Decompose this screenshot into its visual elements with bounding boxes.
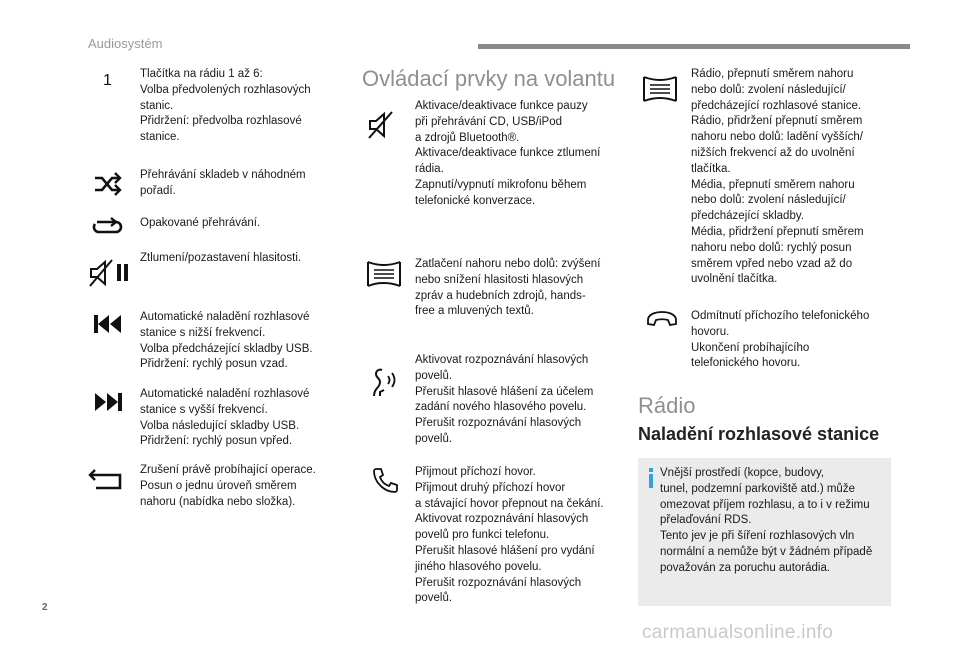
phone-answer-text: Přijmout příchozí hovor. Přijmout druhý příchozí hovor a stávající hovor přepnout na čekání. Aktivovat rozpoznávání hlasových povelů pro funkci telefonu. Přerušit hlasové hlášení pro vydání jiného hlasového povelu. Přerušit rozpoznávání hlasových povelů.	[415, 466, 604, 605]
back-text: Zrušení právě probíhající operace. Posun o jednu úroveň směrem nahoru (nabídka nebo složka).	[140, 464, 316, 508]
back-icon	[88, 469, 124, 491]
info-box	[638, 458, 891, 606]
mute-pause-text: Ztlumení/pozastavení hlasitosti.	[140, 252, 302, 264]
radio-title: Rádio	[638, 393, 696, 418]
mute-pause-icon	[88, 258, 132, 288]
selection-thumbwheel-text: Rádio, přepnutí směrem nahoru nebo dolů: zvolení následující/ předcházející rozhlasové stanice. Rádio, přidržení přepnutí směrem nahoru nebo dolů: ladění vyšších/ nižších frekvencí až do uvolnění tlačítka. Média, přepnutí směrem nahoru nebo dolů: zvolení následující/ předcházející skladby. Média, přidržení přepnutí směrem nahoru nebo dolů: rychlý posun směrem vpřed nebo vzad až do uvolnění tlačítka.	[691, 68, 864, 286]
volume-thumbwheel-icon	[364, 258, 404, 290]
volume-text: Zatlačení nahoru nebo dolů: zvýšení nebo snížení hlasitosti hlasových zpráv a hudebních zdrojů, hands- free a mluvených textů.	[415, 258, 601, 318]
phone-hangup-text: Odmítnutí příchozího telefonického hovoru. Ukončení probíhajícího telefonického hovoru.	[691, 310, 870, 370]
shuffle-icon	[92, 170, 122, 198]
next-track-text: Automatické naladění rozhlasové stanice s vyšší frekvencí. Volba následující skladby USB. Přidržení: rychlý posun vpřed.	[140, 388, 310, 448]
mute-text: Aktivace/deaktivace funkce pauzy při přehrávání CD, USB/iPod a zdrojů Bluetooth®. Aktivace/deaktivace funkce ztlumení rádia. Zapnutí/vypnutí mikrofonu během telefonické konverzace.	[415, 100, 601, 207]
watermark: carmanualsonline.info	[642, 622, 834, 643]
info-box-text: Vnější prostředí (kopce, budovy, tunel, podzemní parkoviště atd.) může omezovat příjem rozhlasu, a to i v režimu přelaďování RDS. Tento jev je při šíření rozhlasových vln normální a nemůže být v žádném případě považován za poruchu autorádia.	[660, 467, 873, 574]
repeat-icon	[91, 216, 123, 238]
phone-hangup-icon	[646, 310, 678, 328]
section-header: Audiosystém	[88, 36, 163, 51]
page-number: 2	[42, 602, 48, 613]
voice-command-icon	[370, 366, 400, 398]
next-track-icon	[93, 392, 123, 412]
info-icon	[648, 468, 654, 488]
previous-track-text: Automatické naladění rozhlasové stanice s nižší frekvencí. Volba předcházející skladby USB. Přidržení: rychlý posun vzad.	[140, 311, 313, 371]
header-divider-bar	[478, 44, 910, 49]
preset-buttons-text: Tlačítka na rádiu 1 až 6: Volba předvolených rozhlasových stanic. Přidržení: předvolba rozhlasové stanice.	[140, 68, 311, 144]
voice-command-text: Aktivovat rozpoznávání hlasových povelů. Přerušit hlasové hlášení za účelem zadání nového hlasového povelu. Přerušit rozpoznávání hlasových povelů.	[415, 354, 594, 445]
digit-one-icon: 1	[103, 72, 112, 89]
shuffle-text: Přehrávání skladeb v náhodném pořadí.	[140, 169, 306, 197]
mute-icon	[366, 110, 400, 140]
radio-tuning-subtitle: Naladění rozhlasové stanice	[638, 424, 880, 444]
phone-answer-icon	[372, 466, 400, 494]
previous-track-icon	[93, 314, 123, 334]
steering-controls-title: Ovládací prvky na volantu	[362, 66, 616, 91]
repeat-text: Opakované přehrávání.	[140, 217, 261, 229]
selection-thumbwheel-icon	[640, 73, 680, 105]
